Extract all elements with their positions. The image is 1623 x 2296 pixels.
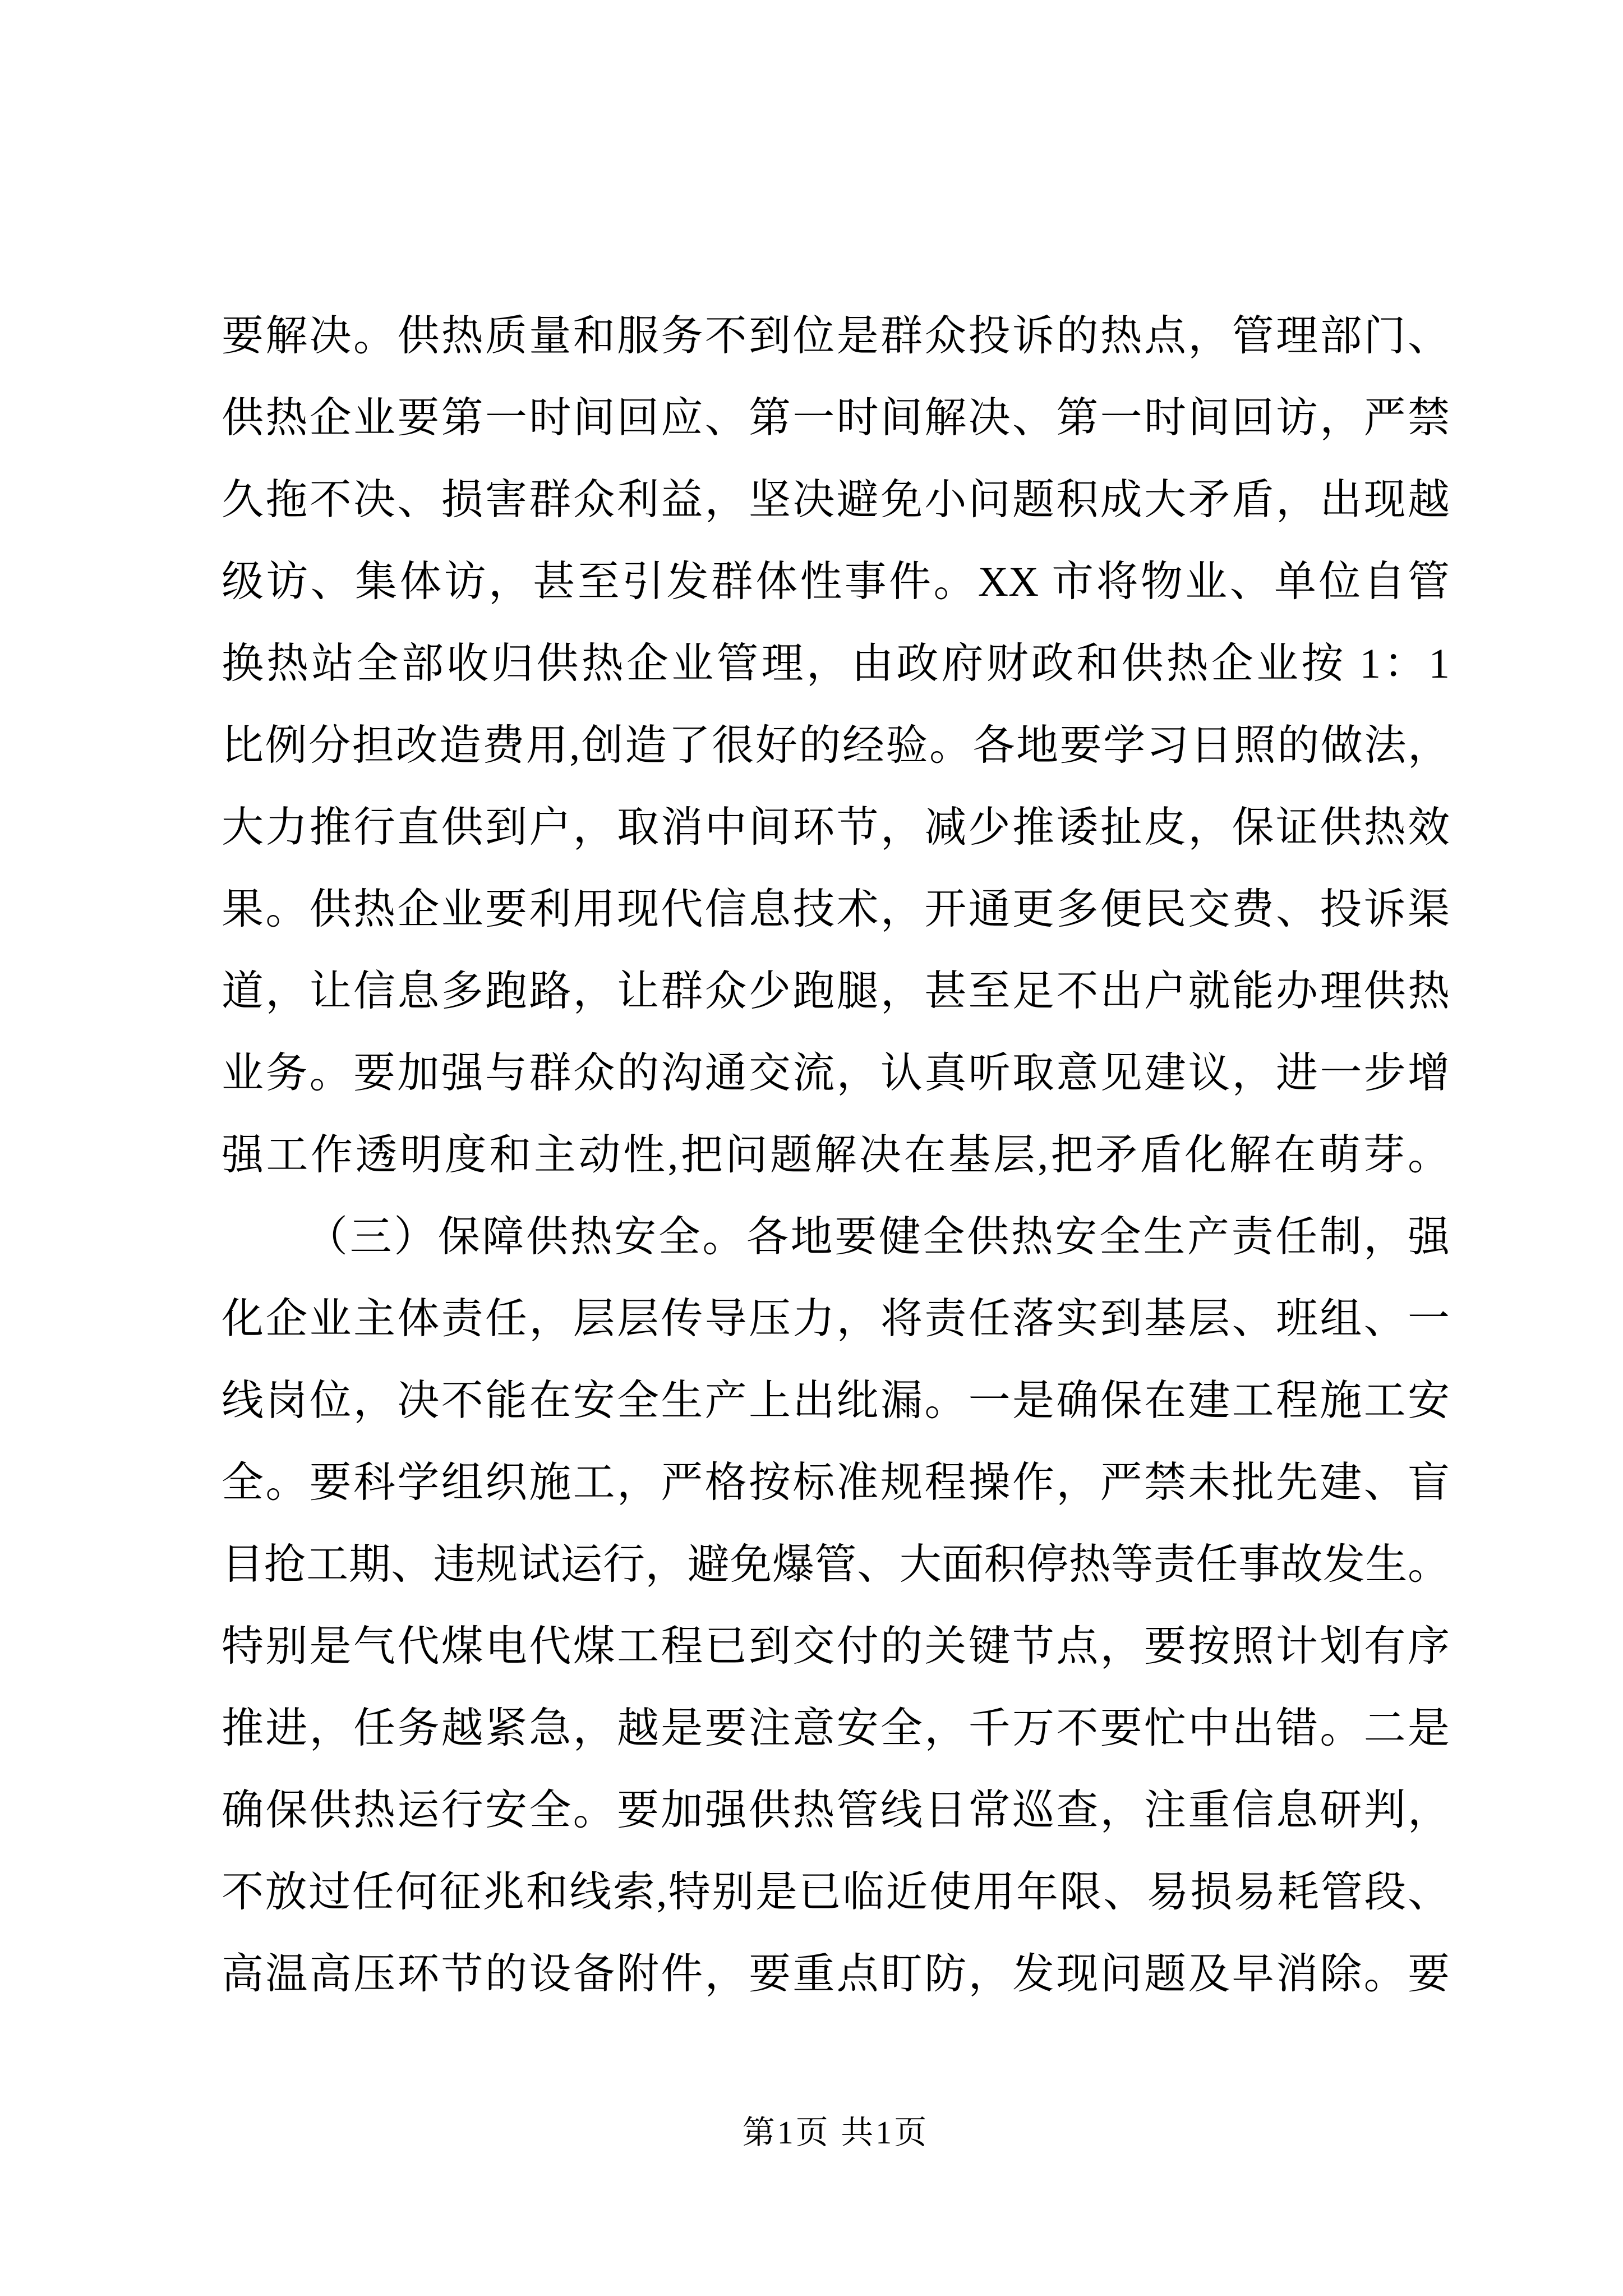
text-line: 化企业主体责任，层层传导压力，将责任落实到基层、班组、一 [222, 1296, 1450, 1342]
text-line: 线岗位，决不能在安全生产上出纰漏。一是确保在建工程施工安 [222, 1378, 1450, 1424]
text-line: 果。供热企业要利用现代信息技术，开通更多便民交费、投诉渠 [222, 886, 1450, 933]
text-line: 道，让信息多跑路，让群众少跑腿，甚至足不出户就能办理供热 [222, 968, 1450, 1015]
text-line: 要解决。供热质量和服务不到位是群众投诉的热点，管理部门、 [222, 313, 1450, 360]
document-body [222, 296, 1450, 2016]
text-line: 特别是气代煤电代煤工程已到交付的关键节点，要按照计划有序 [222, 1623, 1450, 1670]
page-footer [222, 2110, 1450, 2155]
text-line: 目抢工期、违规试运行，避免爆管、大面积停热等责任事故发生。 [222, 1542, 1450, 1588]
text-line: 大力推行直供到户，取消中间环节，减少推诿扯皮，保证供热效 [222, 804, 1450, 851]
text-line: 久拖不决、损害群众利益，坚决避免小问题积成大矛盾，出现越 [222, 477, 1450, 523]
text-line: 供热企业要第一时间回应、第一时间解决、第一时间回访，严禁 [222, 395, 1450, 441]
text-line: 推进，任务越紧急，越是要注意安全，千万不要忙中出错。二是 [222, 1705, 1450, 1752]
page-number-label: 第1页 共1页 [742, 2114, 929, 2151]
text-line: 强工作透明度和主动性,把问题解决在基层,把矛盾化解在萌芽。 [222, 1132, 1450, 1179]
text-line: 换热站全部收归供热企业管理，由政府财政和供热企业按 1：1 [222, 641, 1450, 687]
text-line: 确保供热运行安全。要加强供热管线日常巡查，注重信息研判， [222, 1787, 1450, 1834]
text-line: （三）保障供热安全。各地要健全供热安全生产责任制，强 [306, 1214, 1450, 1260]
text-line: 比例分担改造费用,创造了很好的经验。各地要学习日照的做法， [222, 723, 1450, 769]
text-line: 高温高压环节的设备附件，要重点盯防，发现问题及早消除。要 [222, 1951, 1450, 1998]
text-line: 全。要科学组织施工，严格按标准规程操作，严禁未批先建、盲 [222, 1460, 1450, 1506]
text-line: 级访、集体访，甚至引发群体性事件。XX 市将物业、单位自管 [222, 559, 1450, 605]
text-line: 不放过任何征兆和线索,特别是已临近使用年限、易损易耗管段、 [222, 1869, 1450, 1916]
text-line: 业务。要加强与群众的沟通交流，认真听取意见建议，进一步增 [222, 1050, 1450, 1097]
